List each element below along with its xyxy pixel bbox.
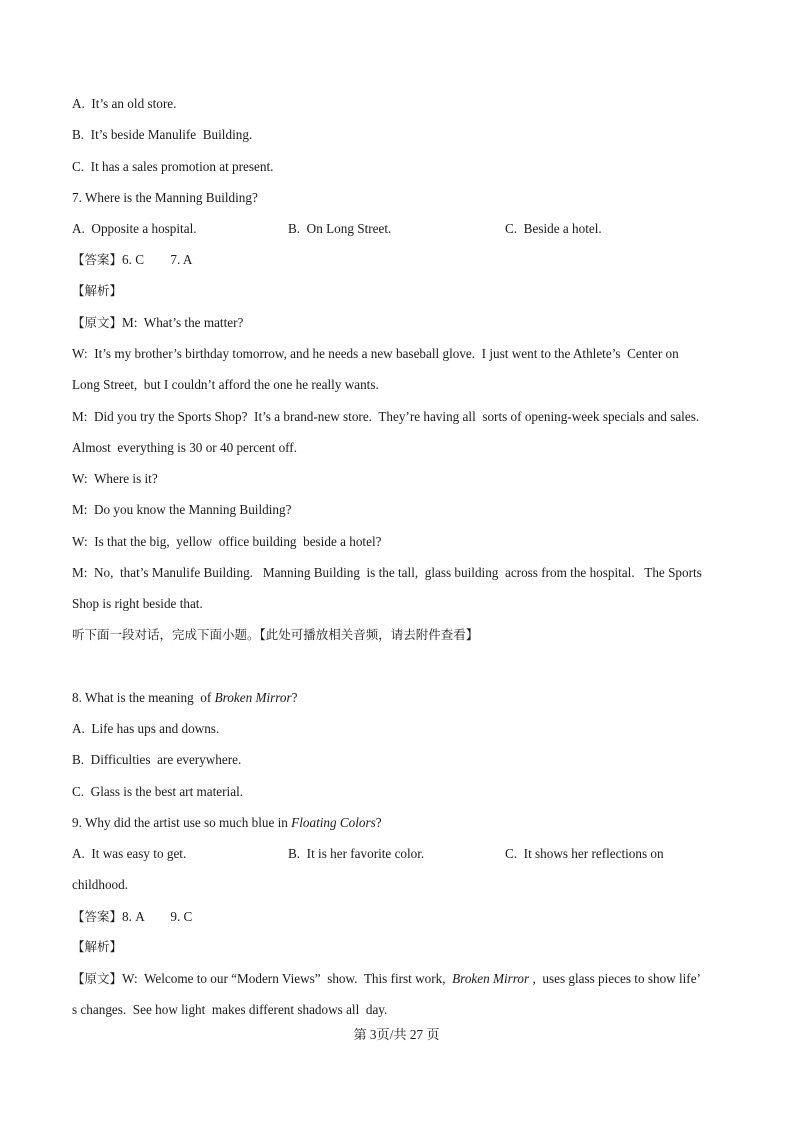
transcript-text: W: Welcome to our “Modern Views” show. This first work, (122, 971, 453, 986)
transcript-1-line-8: W: Is that the big, yellow office building beside a hotel? (72, 534, 382, 549)
transcript-1-line-10: Shop is right beside that. (72, 596, 203, 611)
analysis-tag-1: 【解析】 (72, 283, 123, 298)
q7-option-c: C. Beside a hotel. (505, 221, 602, 236)
q9-stem-end: ? (375, 815, 382, 830)
transcript-1-line-6: W: Where is it? (72, 471, 158, 486)
transcript-tag: 【原文】 (72, 971, 123, 986)
q9-stem (72, 815, 382, 831)
q9-option-c: C. It shows her reflections on (505, 846, 664, 861)
q8-stem-text: 8. What is the meaning of (72, 690, 215, 705)
q7-option-b: B. On Long Street. (288, 221, 392, 236)
answer-tag: 【答案】 (72, 909, 123, 924)
q9-option-a: A. It was easy to get. (72, 846, 187, 861)
transcript-1-line-5: Almost everything is 30 or 40 percent off. (72, 440, 297, 455)
q8-option-b: B. Difficulties are everywhere. (72, 752, 242, 767)
answer-text: 6. C 7. A (122, 252, 193, 267)
transcript-1-line-3: Long Street, but I couldn’t afford the one he really wants. (72, 377, 379, 392)
page-footer: 第 3页/共 27 页 (353, 1027, 440, 1042)
transcript-tag: 【原文】 (72, 315, 123, 330)
answer-text: 8. A 9. C (122, 909, 193, 924)
transcript-artwork-title: Broken Mirror (452, 971, 530, 986)
transcript-2-line-1 (72, 971, 701, 987)
transcript-1-line-2: W: It’s my brother’s birthday tomorrow, and he needs a new baseball glove. I just went to the Athlete’s Center on (72, 346, 679, 361)
transcript-1-line-9: M: No, that’s Manulife Building. Manning Building is the tall, glass building across from the hospital. The Sports (72, 565, 702, 580)
analysis-tag-2: 【解析】 (72, 939, 123, 954)
answer-tag: 【答案】 (72, 252, 123, 267)
q6-option-c: C. It has a sales promotion at present. (72, 159, 274, 174)
q7-option-a: A. Opposite a hospital. (72, 221, 197, 236)
transcript-1-line-1 (72, 315, 243, 331)
q9-option-c-continued: childhood. (72, 877, 129, 892)
q8-option-c: C. Glass is the best art material. (72, 784, 244, 799)
q9-stem-text: 9. Why did the artist use so much blue in (72, 815, 292, 830)
q9-artwork-title: Floating Colors (291, 815, 376, 830)
answer-line-1 (72, 252, 192, 268)
q7-stem: 7. Where is the Manning Building? (72, 190, 258, 205)
q6-option-a: A. It’s an old store. (72, 96, 177, 111)
q6-option-b: B. It’s beside Manulife Building. (72, 127, 253, 142)
listening-instruction: 听下面一段对话，完成下面小题。【此处可播放相关音频，请去附件查看】 (72, 627, 479, 642)
transcript-1-line-7: M: Do you know the Manning Building? (72, 502, 292, 517)
transcript-text: M: What’s the matter? (122, 315, 244, 330)
q9-option-b: B. It is her favorite color. (288, 846, 425, 861)
answer-line-2 (72, 909, 192, 925)
q8-stem (72, 690, 298, 706)
transcript-text-end: , uses glass pieces to show life’ (529, 971, 701, 986)
q8-artwork-title: Broken Mirror (214, 690, 292, 705)
transcript-2-line-2: s changes. See how light makes different shadows all day. (72, 1002, 388, 1017)
q8-option-a: A. Life has ups and downs. (72, 721, 220, 736)
q8-stem-end: ? (291, 690, 298, 705)
transcript-1-line-4: M: Did you try the Sports Shop? It’s a brand-new store. They’re having all sorts of opening-week specials and sales. (72, 409, 700, 424)
